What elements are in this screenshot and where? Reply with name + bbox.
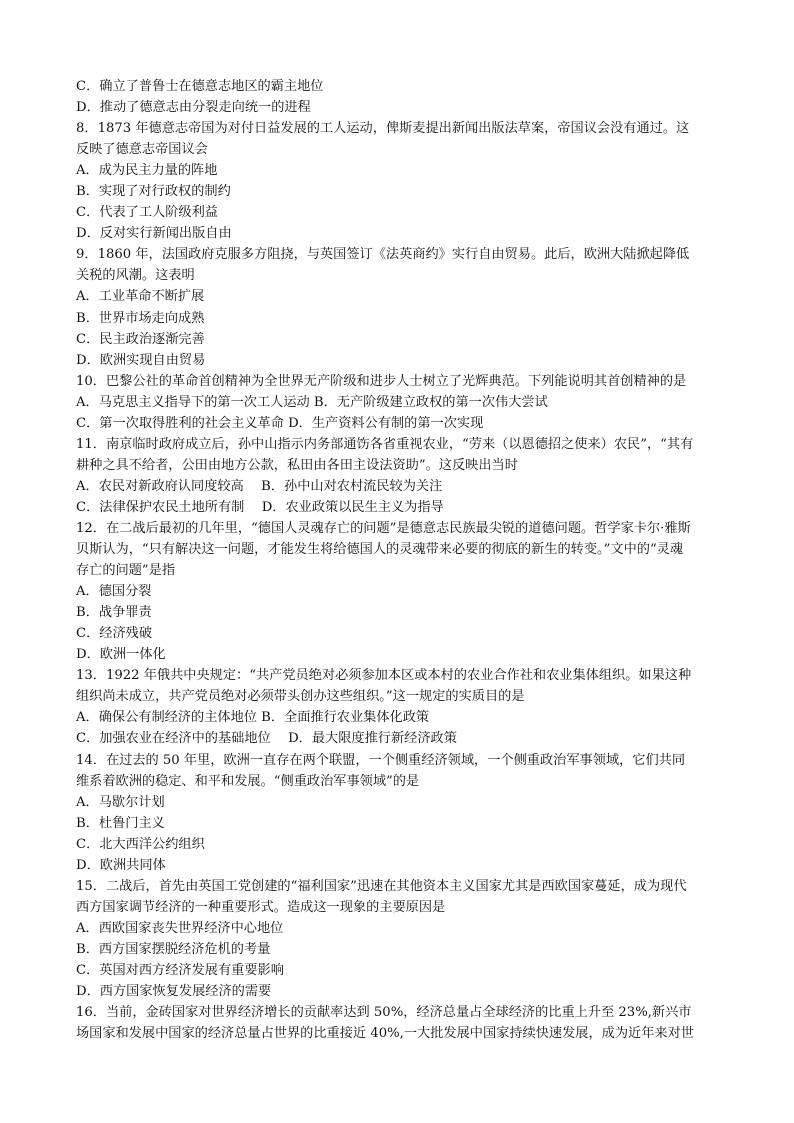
text-line: 8．1873 年德意志帝国为对付日益发展的工人运动，俾斯麦提出新闻出版法草案，帝国议会没有通过。这 — [76, 121, 690, 137]
text-line: D．欧洲共同体 — [76, 857, 166, 873]
text-line: C．英国对西方经济发展有重要影响 — [76, 962, 284, 978]
text-line: A．马克思主义指导下的第一次工人运动 B．无产阶级建立政权的第一次伟大尝试 — [76, 394, 548, 410]
text-line: B．杜鲁门主义 — [76, 815, 165, 831]
text-line: 反映了德意志帝国议会 — [76, 142, 208, 158]
text-line: 西方国家调节经济的一种重要形式。造成这一现象的主要原因是 — [76, 899, 446, 915]
text-line: D．西方国家恢复发展经济的需要 — [76, 984, 272, 1000]
text-line: C．代表了工人阶级利益 — [76, 205, 218, 221]
text-line: 13．1922 年俄共中央规定：“共产党员绝对必须参加本区或本村的农业合作社和农业集体组织。如果这种 — [76, 668, 692, 684]
text-line: C．确立了普鲁士在德意志地区的霸主地位 — [76, 79, 324, 94]
text-line: A．工业革命不断扩展 — [76, 289, 205, 305]
text-line: C．第一次取得胜利的社会主义革命 D．生产资料公有制的第一次实现 — [76, 415, 484, 431]
text-line: A．成为民主力量的阵地 — [76, 163, 218, 179]
text-line: C．民主政治逐渐完善 — [76, 331, 205, 347]
text-line: 维系着欧洲的稳定、和平和发展。“侧重政治军事领域”的是 — [76, 773, 420, 789]
text-line: A．德国分裂 — [76, 584, 152, 600]
text-line: A．农民对新政府认同度较高 B．孙中山对农村流民较为关注 — [76, 478, 443, 494]
text-line: 11．南京临时政府成立后，孙中山指示内务部通饬各省重视农业，“劳来（以恩德招之使来）农民”，“其有 — [76, 436, 694, 452]
text-line: C．北大西洋公约组织 — [76, 836, 205, 852]
text-line: 12．在二战后最初的几年里，“德国人灵魂存亡的问题”是德意志民族最尖锐的道德问题。哲学家卡尔·雅斯 — [76, 520, 691, 536]
text-line: B．西方国家摆脱经济危机的考量 — [76, 941, 271, 957]
text-line: B．世界市场走向成熟 — [76, 310, 205, 326]
text-line: 9．1860 年，法国政府克服多方阻挠，与英国签订《法英商约》实行自由贸易。此后，欧洲大陆掀起降低 — [76, 247, 690, 263]
text-line: D．反对实行新闻出版自由 — [76, 226, 232, 242]
text-line: 贝斯认为，“只有解决这一问题，才能发生将给德国人的灵魂带来必要的彻底的新生的转变。”文中的“灵魂 — [76, 542, 684, 558]
text-line: D．欧洲一体化 — [76, 647, 166, 663]
text-line: C．经济残破 — [76, 626, 153, 642]
exam-page — [76, 76, 726, 1044]
text-line: A．西欧国家丧失世界经济中心地位 — [76, 920, 284, 936]
text-line: A．马歇尔计划 — [76, 794, 165, 810]
text-line: 14．在过去的 50 年里，欧洲一直存在两个联盟，一个侧重经济领域，一个侧重政治军事领域，它们共同 — [76, 752, 686, 768]
text-line: C．法律保护农民土地所有制 D．农业政策以民生主义为指导 — [76, 499, 444, 515]
text-line: C．加强农业在经济中的基础地位 D．最大限度推行新经济政策 — [76, 731, 457, 747]
text-line: 16．当前，金砖国家对世界经济增长的贡献率达到 50%，经济总量占全球经济的比重上升至 23%,新兴市 — [76, 1005, 692, 1021]
text-line: A．确保公有制经济的主体地位 B．全面推行农业集体化政策 — [76, 710, 430, 726]
text-line: D．欧洲实现自由贸易 — [76, 352, 206, 368]
text-line: B．战争罪责 — [76, 605, 152, 621]
text-line: 10．巴黎公社的革命首创精神为全世界无产阶级和进步人士树立了光辉典范。下列能说明其首创精神的是 — [76, 373, 687, 389]
text-line: D．推动了德意志由分裂走向统一的进程 — [76, 100, 311, 116]
text-line: 存亡的问题”是指 — [76, 563, 176, 579]
text-line: 关税的风潮。这表明 — [76, 268, 195, 284]
text-line: B．实现了对行政权的制约 — [76, 184, 231, 200]
text-line: 场国家和发展中国家的经济总量占世界的比重接近 40%,一大批发展中国家持续快速发展，成为近年来对世 — [76, 1026, 694, 1042]
text-line: 耕种之具不给者，公田由地方公款，私田由各田主设法资助”。这反映出当时 — [76, 457, 518, 473]
text-line: 15．二战后，首先由英国工党创建的“福利国家”迅速在其他资本主义国家尤其是西欧国家蔓延，成为现代 — [76, 878, 687, 894]
text-line: 组织尚未成立，共产党员绝对必须带头创办这些组织。”这一规定的实质目的是 — [76, 689, 525, 705]
